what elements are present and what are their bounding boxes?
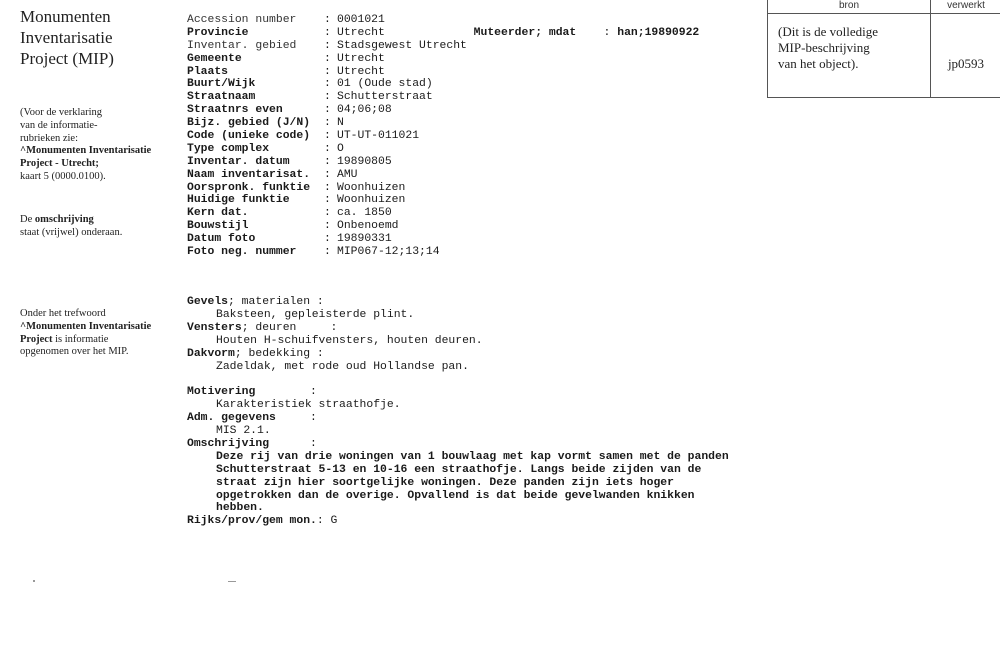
section-motivering-rest: : bbox=[255, 386, 317, 399]
section-omschrijving-line-4: opgetrokken dan de overige. Opvallend is dat beide gevelwanden knikken bbox=[216, 489, 695, 502]
keyword-note bbox=[20, 308, 170, 359]
field-separator: : bbox=[324, 14, 331, 26]
source-description bbox=[768, 24, 928, 72]
source-header: bron bbox=[838, 0, 859, 11]
section-gevels-text: Baksteen, gepleisterde plint. bbox=[216, 308, 415, 321]
keyword-note-ref-1: ^Monumenten Inventarisatie bbox=[20, 320, 152, 332]
section-omschrijving-rest: : bbox=[269, 437, 317, 450]
field-value: Woonhuizen bbox=[337, 194, 406, 207]
table-divider bbox=[930, 0, 931, 97]
source-table bbox=[767, 0, 1000, 98]
section-gevels-label bbox=[187, 296, 729, 309]
field-value: 19890331 bbox=[337, 233, 392, 246]
muteerder-value: han;19890922 bbox=[617, 26, 700, 39]
field-label: Bijz. gebied (J/N) bbox=[187, 117, 311, 130]
processed-header: verwerkt bbox=[947, 0, 985, 11]
source-description-line-3: van het object). bbox=[778, 56, 859, 71]
section-omschrijving-line-3: straat zijn hier soortgelijke woningen. Deze panden zijn iets hoger bbox=[216, 476, 674, 489]
field-value: 04;06;08 bbox=[337, 104, 392, 117]
processed-code: jp0593 bbox=[947, 56, 985, 71]
field-separator: : bbox=[324, 142, 331, 155]
field-value: 01 (Oude stad) bbox=[337, 78, 433, 91]
field-label: Straatnaam bbox=[187, 91, 256, 104]
field-value: Woonhuizen bbox=[337, 181, 406, 194]
section-adm-key: Adm. gegevens bbox=[187, 412, 276, 425]
field-label: Kern dat. bbox=[187, 207, 249, 220]
field-separator: : bbox=[324, 168, 331, 181]
field-value: Utrecht bbox=[337, 65, 385, 78]
field-label: Straatnrs even bbox=[187, 104, 283, 117]
field-value: Utrecht bbox=[337, 26, 385, 39]
section-vensters-text: Houten H-schuifvensters, houten deuren. bbox=[216, 334, 483, 347]
section-adm-text: MIS 2.1. bbox=[216, 425, 271, 438]
info-note-line-2: van de informatie- bbox=[20, 119, 98, 131]
description-note bbox=[20, 214, 170, 240]
field-value: ca. 1850 bbox=[337, 207, 392, 220]
field-label: Inventar. gebied bbox=[187, 39, 297, 52]
section-omschrijving-line-1: Deze rij van drie woningen van 1 bouwlaag met kap vormt samen met de panden bbox=[216, 450, 729, 463]
field-label: Inventar. datum bbox=[187, 155, 290, 168]
keyword-note-inline: is informatie bbox=[52, 333, 109, 345]
field-separator: : bbox=[324, 78, 331, 91]
field-separator: : bbox=[324, 207, 331, 220]
field-value: N bbox=[337, 117, 344, 130]
source-description-line-2: MIP-beschrijving bbox=[778, 40, 870, 55]
section-adm-label bbox=[187, 412, 729, 425]
field-label: Oorspronk. funktie bbox=[187, 181, 311, 194]
info-note-line-3: rubrieken zie: bbox=[20, 132, 79, 144]
title-line-2: Inventarisatie bbox=[20, 28, 113, 47]
field-label: Code (unieke code) bbox=[187, 130, 311, 143]
field-label: Plaats bbox=[187, 65, 229, 78]
field-separator: : bbox=[324, 181, 331, 194]
description-note-post: staat (vrijwel) onderaan. bbox=[20, 226, 123, 238]
field-value: Utrecht bbox=[337, 52, 385, 65]
field-value: Stadsgewest Utrecht bbox=[337, 39, 467, 52]
field-value: UT-UT-011021 bbox=[337, 130, 420, 143]
section-rijks-rest: : G bbox=[316, 515, 338, 528]
keyword-note-post: opgenomen over het MIP. bbox=[20, 346, 129, 358]
field-separator: : bbox=[324, 117, 331, 130]
scan-speck bbox=[228, 581, 236, 582]
field-label: Bouwstijl bbox=[187, 220, 249, 233]
field-value: 19890805 bbox=[337, 155, 392, 168]
field-separator: : bbox=[324, 104, 331, 117]
field-value: Onbenoemd bbox=[337, 220, 399, 233]
field-label: Accession number bbox=[187, 14, 297, 26]
keyword-note-pre: Onder het trefwoord bbox=[20, 308, 106, 319]
section-adm-rest: : bbox=[275, 412, 317, 425]
section-motivering-label bbox=[187, 386, 729, 399]
info-note-ref-2: Project - Utrecht; bbox=[20, 158, 99, 170]
field-value: MIP067-12;13;14 bbox=[337, 246, 440, 259]
info-note-ref-1: ^Monumenten Inventarisatie bbox=[20, 145, 152, 157]
section-gevels-rest: ; materialen : bbox=[228, 296, 324, 308]
field-separator: : bbox=[324, 233, 331, 246]
muteerder-label: Muteerder; mdat bbox=[473, 26, 577, 39]
section-omschrijving-line-2: Schutterstraat 5-13 en 10-16 een straathofje. Langs beide zijden van de bbox=[216, 463, 702, 476]
section-vensters-label bbox=[187, 322, 729, 335]
muteerder-colon: : bbox=[576, 26, 618, 39]
page-title bbox=[20, 6, 170, 69]
section-vensters-rest: ; deuren : bbox=[241, 321, 338, 334]
field-label: Type complex bbox=[187, 142, 270, 155]
description-note-keyword: omschrijving bbox=[34, 214, 94, 225]
field-label: Datum foto bbox=[187, 233, 256, 246]
section-rijks-label bbox=[187, 515, 729, 528]
section-motivering-text: Karakteristiek straathofje. bbox=[216, 399, 401, 412]
section-omschrijving-key: Omschrijving bbox=[187, 437, 270, 450]
info-note bbox=[20, 107, 170, 184]
section-rijks-key: Rijks/prov/gem mon. bbox=[187, 515, 317, 528]
field-separator: : bbox=[324, 26, 331, 39]
info-note-line-1: (Voor de verklaring bbox=[20, 107, 103, 118]
field-separator: : bbox=[324, 65, 331, 78]
title-line-1: Monumenten bbox=[20, 7, 111, 26]
scan-speck bbox=[33, 580, 35, 582]
section-dakvorm-text: Zadeldak, met rode oud Hollandse pan. bbox=[216, 360, 469, 373]
source-table-header bbox=[768, 0, 1000, 14]
field-label: Gemeente bbox=[187, 52, 242, 65]
section-gap bbox=[187, 373, 729, 386]
section-dakvorm-label bbox=[187, 348, 729, 361]
field-label: Naam inventarisat. bbox=[187, 168, 311, 181]
field-separator: : bbox=[324, 194, 331, 207]
section-motivering-key: Motivering bbox=[187, 386, 256, 399]
field-separator: : bbox=[324, 220, 331, 233]
description-note-pre: De bbox=[20, 214, 35, 225]
record-sections bbox=[187, 296, 729, 528]
field-value: 0001021 bbox=[337, 14, 385, 26]
field-separator: : bbox=[324, 130, 331, 143]
info-note-card: kaart 5 (0000.0100). bbox=[20, 170, 106, 182]
section-dakvorm-key: Dakvorm bbox=[187, 347, 235, 360]
field-separator: : bbox=[324, 39, 331, 52]
section-vensters-key: Vensters bbox=[187, 321, 242, 334]
field-value: O bbox=[337, 142, 344, 155]
title-line-3: Project (MIP) bbox=[20, 49, 114, 68]
field-label: Buurt/Wijk bbox=[187, 78, 256, 91]
muteerder-field bbox=[460, 14, 699, 40]
field-value: Schutterstraat bbox=[337, 91, 433, 104]
field-label: Huidige funktie bbox=[187, 194, 290, 207]
source-description-line-1: (Dit is de volledige bbox=[778, 24, 879, 39]
field-value: AMU bbox=[337, 168, 358, 181]
section-omschrijving-label bbox=[187, 438, 729, 451]
field-separator: : bbox=[324, 246, 331, 259]
field-separator: : bbox=[324, 52, 331, 65]
keyword-note-ref-2: Project bbox=[20, 333, 53, 345]
section-omschrijving-line-5: hebben. bbox=[216, 502, 264, 515]
field-label: Provincie bbox=[187, 26, 249, 39]
section-gevels-key: Gevels bbox=[187, 296, 229, 308]
section-dakvorm-rest: ; bedekking : bbox=[234, 347, 324, 360]
field-separator: : bbox=[324, 155, 331, 168]
field-label: Foto neg. nummer bbox=[187, 246, 297, 259]
field-separator: : bbox=[324, 91, 331, 104]
